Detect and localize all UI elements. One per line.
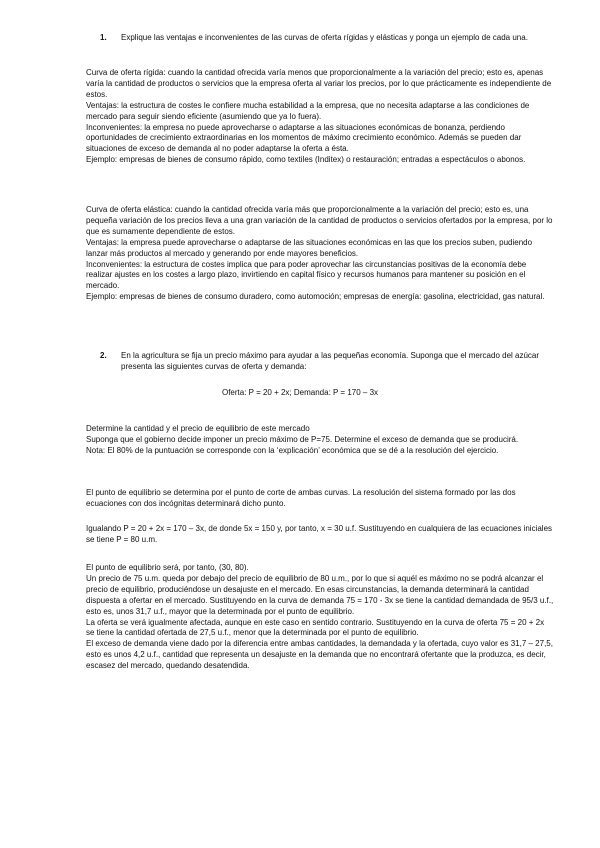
solution-text-5: La oferta se verá igualmente afectada, aunque en este caso en sentido contrario. Sustituyendo en la curva de oferta 75 = 20 + 2x se tiene la cantidad ofertada de 27,5 u.f., menor que la determinada por el punto de equilibrio. [86, 617, 545, 638]
question-2 [100, 350, 540, 372]
elastic-supply-section [86, 205, 554, 303]
solution-text-3: El punto de equilibrio será, por tanto, (30, 80). [86, 563, 249, 572]
solution-paragraph-3 [86, 563, 554, 672]
solution-text-6: El exceso de demanda viene dado por la diferencia entre ambas cantidades, la demandada y la ofertada, cuyo valor es 31,7 – 27,5, esto es unos 4,2 u.f., cantidad que representa un desajuste en la demanda que no encontrará ofertante que la produzca, es decir, escasez del mercado, quedando desatendida. [86, 639, 553, 671]
statement-line-1: Determine la cantidad y el precio de equilibrio de este mercado [86, 424, 310, 433]
solution-paragraph-2 [86, 524, 554, 546]
rigid-example: Ejemplo: empresas de bienes de consumo rápido, como textiles (Inditex) o restauración; entradas a espectáculos o abonos. [86, 155, 526, 165]
solution-text-4: Un precio de 75 u.m. queda por debajo del precio de equilibrio de 80 u.m., por lo que si aquél es máximo no se podrá alcanzar el precio de equilibrio, produciéndose un desajuste en el mercado. En esas circunstancias, la demanda determinará la cantidad dispuesta a ofertar en el mercado. Sustituyendo en la curva de demanda 75 = 170 - 3x se tiene la cantidad demandada de 95/3 u.f., esto es, unos 31,7 u.f., mayor que la determinada por el punto de equilibrio. [86, 573, 554, 616]
exercise-statement [86, 424, 554, 457]
elastic-definition: Curva de oferta elástica: cuando la cantidad ofrecida varía más que proporcionalmente a la variación del precio; esto es, una pequeña variación de los precios lleva a una gran variación de la cantidad de productos o servicios ofertados por la empresa, por lo que es sumamente dependiente de estos. [86, 205, 553, 236]
statement-note: Nota: El 80% de la puntuación se corresponde con la ‘explicación’ económica que se dé a la resolución del ejercicio. [86, 445, 499, 455]
solution-text-2: Igualando P = 20 + 2x = 170 – 3x, de donde 5x = 150 y, por tanto, x = 30 u.f. Sustituyendo en cualquiera de las ecuaciones iniciales se tiene P = 80 u.m. [86, 524, 553, 544]
elastic-example: Ejemplo: empresas de bienes de consumo duradero, como automoción; empresas de energía: gasolina, electricidad, gas natural. [86, 292, 545, 302]
solution-paragraph-1 [86, 488, 554, 510]
question-2-number: 2. [100, 351, 107, 360]
question-1 [100, 32, 540, 43]
question-1-text: Explique las ventajas e inconvenientes de las curvas de oferta rígidas y elásticas y ponga un ejemplo de cada una. [121, 33, 528, 42]
statement-line-2: Suponga que el gobierno decide imponer un precio máximo de P=75. Determine el exceso de demanda que se producirá. [86, 434, 519, 444]
question-1-number: 1. [100, 33, 107, 42]
rigid-advantages: Ventajas: la estructura de costes le confiere mucha estabilidad a la empresa, que no necesita adaptarse a las condiciones de mercado para seguir siendo eficiente (asumiendo que ya lo fuera). [86, 100, 530, 121]
rigid-supply-section [86, 68, 554, 166]
solution-text-1: El punto de equilibrio se determina por el punto de corte de ambas curvas. La resolución del sistema formado por las dos ecuaciones con dos incógnitas determinará dicho punto. [86, 488, 516, 508]
elastic-disadvantages: Inconvenientes: la estructura de costes implica que para poder aprovechar las circunstancias positivas de la economía debe realizar ajustes en los costes a largo plazo, invirtiendo en capital físico y recursos humanos para mantener su posición en el mercado. [86, 259, 527, 291]
supply-demand-formula: Oferta: P = 20 + 2x; Demanda: P = 170 – 3x [221, 388, 379, 397]
question-2-text: En la agricultura se fija un precio máximo para ayudar a las pequeñas economía. Suponga que el mercado del azúcar presenta las siguientes curvas de oferta y demanda: [121, 351, 540, 371]
rigid-disadvantages: Inconvenientes: la empresa no puede aprovecharse o adaptarse a las situaciones económicas de bonanza, perdiendo oportunidades de crecimiento extraordinarias en los momentos de máximo crecimiento económico. Además se pueden dar situaciones de exceso de demanda al no poder adaptarse la oferta a ésta. [86, 122, 522, 154]
rigid-definition: Curva de oferta rígida: cuando la cantidad ofrecida varía menos que proporcionalmente a la variación del precio; esto es, apenas varía la cantidad de productos o servicios que la empresa oferta al variar los precios, por lo que prácticamente es independiente de estos. [86, 68, 552, 99]
elastic-advantages: Ventajas: la empresa puede aprovecharse o adaptarse de las situaciones económicas en las que los precios suben, pudiendo lanzar más productos al mercado y generando por ende mayores beneficios. [86, 237, 533, 258]
